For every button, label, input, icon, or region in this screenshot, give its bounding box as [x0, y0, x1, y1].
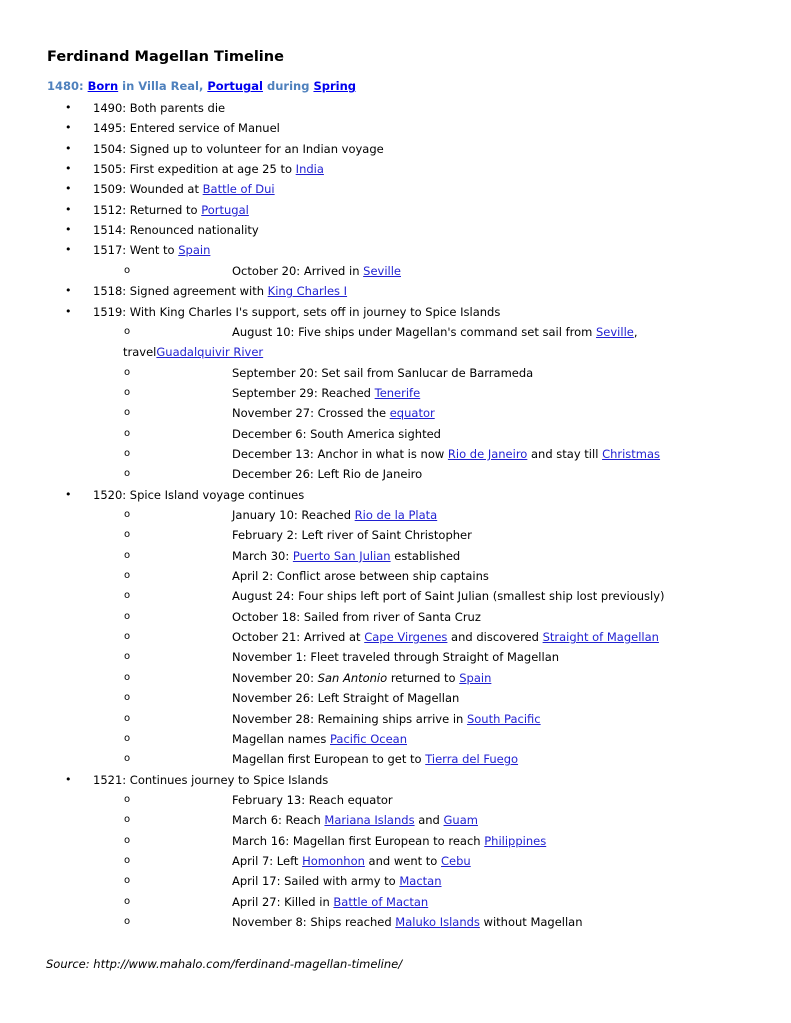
- timeline-link[interactable]: Rio de Janeiro: [447, 446, 528, 461]
- timeline-text: and stay till: [527, 446, 603, 461]
- timeline-text: travel: [123, 345, 157, 360]
- timeline-text: 1514: Renounced nationality: [93, 223, 259, 238]
- timeline-item: [93, 773, 328, 787]
- bullet-marker: •: [65, 284, 72, 298]
- timeline-item: [232, 691, 459, 705]
- timeline-link[interactable]: Mariana Islands: [324, 813, 415, 828]
- timeline-text: November 28: Remaining ships arrive in: [232, 711, 467, 726]
- timeline-item: [232, 793, 393, 807]
- bullet-marker: •: [65, 487, 72, 501]
- timeline-text: 1490: Both parents die: [93, 101, 226, 115]
- timeline-text: without Magellan: [479, 915, 583, 929]
- sub-bullet-marker: o: [124, 549, 131, 561]
- timeline-link[interactable]: Rio de la Plata: [354, 508, 438, 522]
- timeline-item: [232, 834, 546, 848]
- timeline-item: [232, 447, 660, 461]
- timeline-item: [93, 203, 249, 217]
- bullet-marker: •: [65, 243, 72, 257]
- timeline-link[interactable]: Puerto San Julian: [292, 548, 391, 563]
- timeline-item: [232, 549, 460, 563]
- timeline-text: January 10: Reached: [232, 508, 355, 522]
- timeline-text: 1521: Continues journey to Spice Islands: [93, 772, 329, 787]
- timeline-item: [232, 589, 665, 603]
- timeline-link[interactable]: Homonhon: [302, 853, 365, 868]
- timeline-text: 1504: Signed up to volunteer for an Indian voyage: [93, 141, 384, 156]
- timeline-text: March 6: Reach: [232, 813, 325, 828]
- timeline-item: [93, 142, 384, 156]
- sub-bullet-marker: o: [124, 854, 131, 866]
- timeline-text: 1520: Spice Island voyage continues: [93, 487, 305, 502]
- timeline-link[interactable]: Portugal: [201, 202, 249, 217]
- timeline-text: 1519: With King Charles I's support, sets off in journey to Spice Islands: [93, 304, 501, 319]
- timeline-item: [232, 508, 437, 522]
- timeline-item: [232, 874, 442, 888]
- timeline-link[interactable]: Tenerife: [374, 385, 421, 400]
- timeline-text: 1512: Returned to: [93, 202, 202, 217]
- timeline-text: November 8: Ships reached: [232, 915, 396, 929]
- timeline-item: [93, 162, 324, 176]
- bullet-marker: •: [65, 101, 72, 114]
- timeline-link[interactable]: Christmas: [602, 446, 661, 461]
- timeline-item: [232, 854, 471, 868]
- sub-bullet-marker: o: [124, 834, 131, 846]
- timeline-link[interactable]: Battle of Mactan: [333, 894, 429, 909]
- timeline-text: April 7: Left: [232, 853, 303, 868]
- timeline-item: [232, 671, 491, 685]
- bullet-marker: •: [65, 162, 72, 176]
- sub-bullet-marker: o: [124, 325, 131, 337]
- timeline-text: and discovered: [447, 630, 543, 645]
- timeline-item: [232, 366, 533, 380]
- timeline-item: [232, 467, 422, 481]
- timeline-text: November 20:: [232, 670, 318, 685]
- sub-bullet-marker: o: [124, 651, 131, 663]
- timeline-text: 1495: Entered service of Manuel: [93, 121, 280, 136]
- timeline-text: and went to: [364, 853, 441, 868]
- sub-bullet-marker: o: [124, 366, 131, 378]
- timeline-item: [232, 915, 583, 929]
- sub-bullet-marker: o: [124, 427, 131, 439]
- timeline-text: established: [390, 548, 461, 563]
- bullet-marker: •: [65, 141, 72, 155]
- timeline-item: [232, 650, 559, 664]
- timeline-item: [93, 243, 210, 257]
- timeline-text: 1505: First expedition at age 25 to: [93, 162, 296, 177]
- sub-bullet-marker: o: [124, 671, 131, 683]
- sub-bullet-marker: o: [124, 732, 131, 744]
- timeline-item: [232, 752, 518, 766]
- timeline-text: Magellan names: [232, 731, 330, 746]
- timeline-link[interactable]: King Charles I: [267, 284, 348, 299]
- timeline-text: December 26: Left Rio de Janeiro: [232, 467, 423, 482]
- timeline-item: [232, 630, 659, 644]
- timeline-link[interactable]: Straight of Magellan: [542, 630, 659, 645]
- sub-bullet-marker: o: [124, 814, 131, 826]
- page-title: Ferdinand Magellan Timeline: [47, 49, 284, 65]
- timeline-link[interactable]: India: [295, 162, 324, 177]
- sub-bullet-marker: o: [124, 509, 131, 520]
- sub-bullet-marker: o: [124, 895, 131, 907]
- timeline-item: [232, 610, 481, 624]
- timeline-text: February 13: Reach equator: [232, 792, 393, 807]
- timeline-text: December 6: South America sighted: [232, 426, 441, 441]
- birth-line: [47, 79, 356, 93]
- timeline-text: August 10: Five ships under Magellan's command set sail from: [232, 324, 596, 339]
- timeline-item: [93, 488, 304, 502]
- timeline-item: [232, 427, 441, 441]
- timeline-item: [232, 895, 428, 909]
- timeline-item: [232, 732, 407, 746]
- timeline-link[interactable]: Philippines: [484, 833, 547, 848]
- timeline-text: April 27: Killed in: [232, 894, 334, 909]
- timeline-item: [232, 406, 435, 420]
- sub-bullet-marker: o: [124, 712, 131, 724]
- timeline-text: October 18: Sailed from river of Santa Cruz: [232, 609, 481, 624]
- bullet-marker: •: [65, 202, 72, 216]
- timeline-text: ,: [633, 324, 638, 339]
- timeline-text: and: [414, 813, 444, 828]
- timeline-link[interactable]: Battle of Dui: [202, 182, 275, 197]
- timeline-text: November 27: Crossed the: [232, 406, 390, 421]
- timeline-text: October 21: Arrived at: [232, 630, 365, 645]
- sub-bullet-marker: o: [124, 875, 131, 887]
- timeline-text: February 2: Left river of Saint Christopher: [232, 528, 472, 543]
- timeline-item: [232, 264, 401, 278]
- timeline-link[interactable]: Spain: [178, 243, 211, 258]
- timeline-link[interactable]: South Pacific: [466, 711, 541, 726]
- sub-bullet-marker: o: [124, 610, 131, 622]
- timeline-text: 1518: Signed agreement with: [93, 284, 268, 299]
- during-text: during: [266, 79, 310, 93]
- timeline-text: August 24: Four ships left port of Saint Julian (smallest ship lost previously): [232, 589, 665, 604]
- timeline-link[interactable]: Guam: [443, 813, 478, 828]
- source-citation: Source: http://www.mahalo.com/ferdinand-magellan-timeline/: [46, 957, 403, 971]
- born-link[interactable]: Born: [87, 79, 119, 93]
- sub-bullet-marker: o: [124, 407, 131, 419]
- timeline-text: October 20: Arrived in: [232, 263, 364, 278]
- timeline-item: [93, 223, 259, 237]
- timeline-text: March 30:: [232, 548, 293, 563]
- timeline-link[interactable]: Mactan: [399, 874, 442, 889]
- sub-bullet-marker: o: [124, 447, 131, 459]
- sub-bullet-marker: o: [124, 570, 131, 582]
- timeline-item: [93, 182, 275, 196]
- timeline-text: Magellan first European to get to: [232, 752, 426, 767]
- bullet-marker: •: [65, 304, 72, 318]
- sub-bullet-marker: o: [124, 793, 131, 805]
- sub-bullet-marker: o: [124, 631, 131, 643]
- sub-bullet-marker: o: [124, 468, 131, 480]
- italic-text: San Antonio: [317, 670, 388, 685]
- timeline-link[interactable]: Seville: [363, 263, 401, 278]
- birth-year: 1480:: [47, 79, 84, 93]
- sub-bullet-marker: o: [124, 692, 131, 704]
- timeline-text: April 2: Conflict arose between ship captains: [232, 569, 489, 584]
- timeline-text: returned to: [387, 670, 460, 685]
- timeline-item: [232, 813, 478, 827]
- timeline-link[interactable]: Guadalquivir River: [156, 345, 264, 360]
- timeline-text: 1509: Wounded at: [93, 182, 203, 197]
- timeline-link[interactable]: Tierra del Fuego: [425, 752, 519, 767]
- timeline-link[interactable]: Cebu: [441, 853, 471, 868]
- timeline-link[interactable]: equator: [389, 406, 435, 421]
- timeline-item: [93, 121, 280, 135]
- timeline-text: December 13: Anchor in what is now: [232, 446, 448, 461]
- timeline-text: September 29: Reached: [232, 385, 375, 400]
- bullet-marker: •: [65, 121, 72, 135]
- timeline-text: 1517: Went to: [93, 243, 179, 258]
- timeline-link[interactable]: Spain: [459, 670, 492, 685]
- birth-place-text: in Villa Real,: [122, 79, 204, 93]
- sub-bullet-marker: o: [124, 386, 131, 398]
- timeline-text: November 1: Fleet traveled through Straight of Magellan: [232, 650, 560, 665]
- timeline-item: [93, 101, 225, 115]
- sub-bullet-marker: o: [124, 753, 131, 765]
- timeline-text: November 26: Left Straight of Magellan: [232, 691, 460, 706]
- bullet-marker: •: [65, 223, 72, 237]
- timeline-item: [232, 569, 489, 583]
- sub-bullet-marker: o: [124, 916, 131, 927]
- timeline-item: [93, 305, 500, 319]
- sub-bullet-marker: o: [124, 529, 131, 541]
- timeline-text: March 16: Magellan first European to reach: [232, 833, 485, 848]
- timeline-item: [232, 712, 541, 726]
- timeline-item: [232, 325, 638, 339]
- timeline-item: [232, 386, 420, 400]
- spring-link[interactable]: Spring: [313, 79, 356, 93]
- timeline-link[interactable]: Seville: [596, 324, 634, 339]
- timeline-item: [232, 528, 472, 542]
- portugal-link[interactable]: Portugal: [207, 79, 263, 93]
- timeline-link[interactable]: Cape Virgenes: [364, 630, 448, 645]
- sub-bullet-marker: o: [124, 590, 131, 602]
- timeline-item: [93, 284, 347, 298]
- bullet-marker: •: [65, 772, 72, 786]
- timeline-link[interactable]: Maluko Islands: [395, 915, 480, 929]
- timeline-text: September 20: Set sail from Sanlucar de Barrameda: [232, 365, 534, 380]
- timeline-text: April 17: Sailed with army to: [232, 874, 400, 889]
- timeline-link[interactable]: Pacific Ocean: [330, 731, 407, 746]
- sub-bullet-marker: o: [124, 264, 131, 276]
- timeline-item: [123, 345, 263, 359]
- bullet-marker: •: [65, 182, 72, 196]
